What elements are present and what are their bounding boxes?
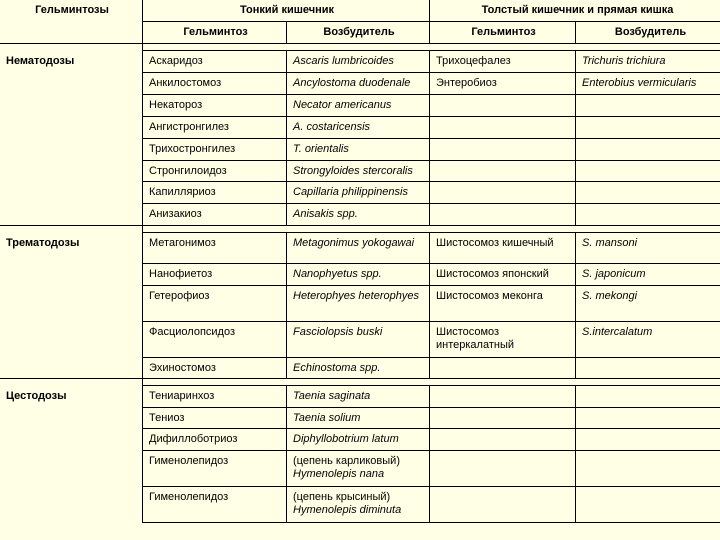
- large-disease: Энтеробиоз: [430, 73, 576, 95]
- large-disease: [430, 95, 576, 117]
- table-row: [0, 429, 720, 451]
- small-disease: Фасциолопсидоз: [143, 322, 287, 358]
- small-agent: [287, 451, 430, 487]
- small-agent: Ancylostoma duodenale: [287, 73, 430, 95]
- table-row: [0, 487, 720, 523]
- table-row: [0, 358, 720, 379]
- header-large-helminthosis: Гельминтоз: [430, 22, 576, 44]
- table-row: [0, 286, 720, 322]
- small-disease: Нанофиетоз: [143, 264, 287, 286]
- group-cestodoses: Цестодозы: [0, 386, 143, 408]
- large-agent: Enterobius vermicularis: [576, 73, 720, 95]
- small-agent-note: (цепень крысиный): [293, 491, 391, 503]
- large-agent: [576, 358, 720, 379]
- large-disease: Шистосомоз кишечный: [430, 233, 576, 264]
- small-agent: Heterophyes heterophyes: [287, 286, 430, 322]
- large-disease: Шистосомоз японский: [430, 264, 576, 286]
- large-disease: [430, 408, 576, 429]
- table-row: [0, 95, 720, 117]
- large-disease: [430, 117, 576, 139]
- large-agent: S. mansoni: [576, 233, 720, 264]
- group-nematodoses: Нематодозы: [0, 51, 143, 73]
- large-disease: [430, 487, 576, 523]
- small-disease: Некатороз: [143, 95, 287, 117]
- small-disease: Эхиностомоз: [143, 358, 287, 379]
- group-trematodoses: Трематодозы: [0, 233, 143, 264]
- large-agent: S.intercalatum: [576, 322, 720, 358]
- table-row: [0, 139, 720, 161]
- small-disease: Метагонимоз: [143, 233, 287, 264]
- large-disease: [430, 358, 576, 379]
- large-disease: [430, 204, 576, 226]
- header-small-intestine: Тонкий кишечник: [143, 0, 430, 22]
- header-small-pathogen: Возбудитель: [287, 22, 430, 44]
- small-agent: Diphyllobotrium latum: [287, 429, 430, 451]
- large-agent: [576, 487, 720, 523]
- large-disease: Шистосомоз меконга: [430, 286, 576, 322]
- small-agent: Echinostoma spp.: [287, 358, 430, 379]
- large-agent: S. mekongi: [576, 286, 720, 322]
- large-agent: [576, 204, 720, 226]
- small-agent: T. orientalis: [287, 139, 430, 161]
- small-agent-latin: Hymenolepis diminuta: [293, 504, 402, 516]
- small-agent: Ascaris lumbricoides: [287, 51, 430, 73]
- table-row: [0, 408, 720, 429]
- small-disease: Стронгилоидоз: [143, 161, 287, 182]
- large-agent: [576, 408, 720, 429]
- small-agent: Metagonimus yokogawai: [287, 233, 430, 264]
- small-disease: Ангистронгилез: [143, 117, 287, 139]
- large-agent: [576, 95, 720, 117]
- small-agent-latin: Hymenolepis nana: [293, 468, 385, 480]
- header-helminthoses: Гельминтозы: [0, 0, 143, 44]
- table-row: [0, 51, 720, 73]
- table-row: [0, 264, 720, 286]
- table-row: [0, 322, 720, 358]
- large-agent: [576, 429, 720, 451]
- large-agent: [576, 386, 720, 408]
- small-agent: Nanophyetus spp.: [287, 264, 430, 286]
- large-agent: [576, 139, 720, 161]
- small-agent: Taenia saginata: [287, 386, 430, 408]
- small-disease: Гетерофиоз: [143, 286, 287, 322]
- small-agent: Strongyloides stercoralis: [287, 161, 430, 182]
- small-agent: Capillaria philippinensis: [287, 182, 430, 204]
- table-row: [0, 233, 720, 264]
- table-row: [0, 182, 720, 204]
- small-disease: Дифиллоботриоз: [143, 429, 287, 451]
- large-disease: [430, 161, 576, 182]
- small-agent-note: (цепень карликовый): [293, 455, 400, 467]
- small-agent: Fasciolopsis buski: [287, 322, 430, 358]
- small-disease: Трихостронгилез: [143, 139, 287, 161]
- large-disease: [430, 451, 576, 487]
- large-agent: [576, 451, 720, 487]
- header-large-pathogen: Возбудитель: [576, 22, 720, 44]
- small-disease: Гименолепидоз: [143, 487, 287, 523]
- large-agent: [576, 117, 720, 139]
- small-agent: A. costaricensis: [287, 117, 430, 139]
- small-agent: Taenia solium: [287, 408, 430, 429]
- small-agent: Necator americanus: [287, 95, 430, 117]
- small-disease: Тениоз: [143, 408, 287, 429]
- large-disease: Трихоцефалез: [430, 51, 576, 73]
- table-row: [0, 386, 720, 408]
- large-disease: Шистосомоз интеркалатный: [430, 322, 576, 358]
- small-agent: Anisakis spp.: [287, 204, 430, 226]
- large-agent: [576, 182, 720, 204]
- small-disease: Капилляриоз: [143, 182, 287, 204]
- large-agent: [576, 161, 720, 182]
- small-disease: Гименолепидоз: [143, 451, 287, 487]
- small-disease: Тениаринхоз: [143, 386, 287, 408]
- large-disease: [430, 139, 576, 161]
- table-row: [0, 73, 720, 95]
- table-row: [0, 451, 720, 487]
- small-disease: Анкилостомоз: [143, 73, 287, 95]
- large-agent: S. japonicum: [576, 264, 720, 286]
- small-disease: Аскаридоз: [143, 51, 287, 73]
- header-large-intestine: Толстый кишечник и прямая кишка: [430, 0, 720, 22]
- large-agent: Trichuris trichiura: [576, 51, 720, 73]
- table-row: [0, 204, 720, 226]
- small-disease: Анизакиоз: [143, 204, 287, 226]
- table-row: [0, 161, 720, 182]
- small-agent: [287, 487, 430, 523]
- header-small-helminthosis: Гельминтоз: [143, 22, 287, 44]
- table-row: [0, 117, 720, 139]
- large-disease: [430, 182, 576, 204]
- large-disease: [430, 429, 576, 451]
- large-disease: [430, 386, 576, 408]
